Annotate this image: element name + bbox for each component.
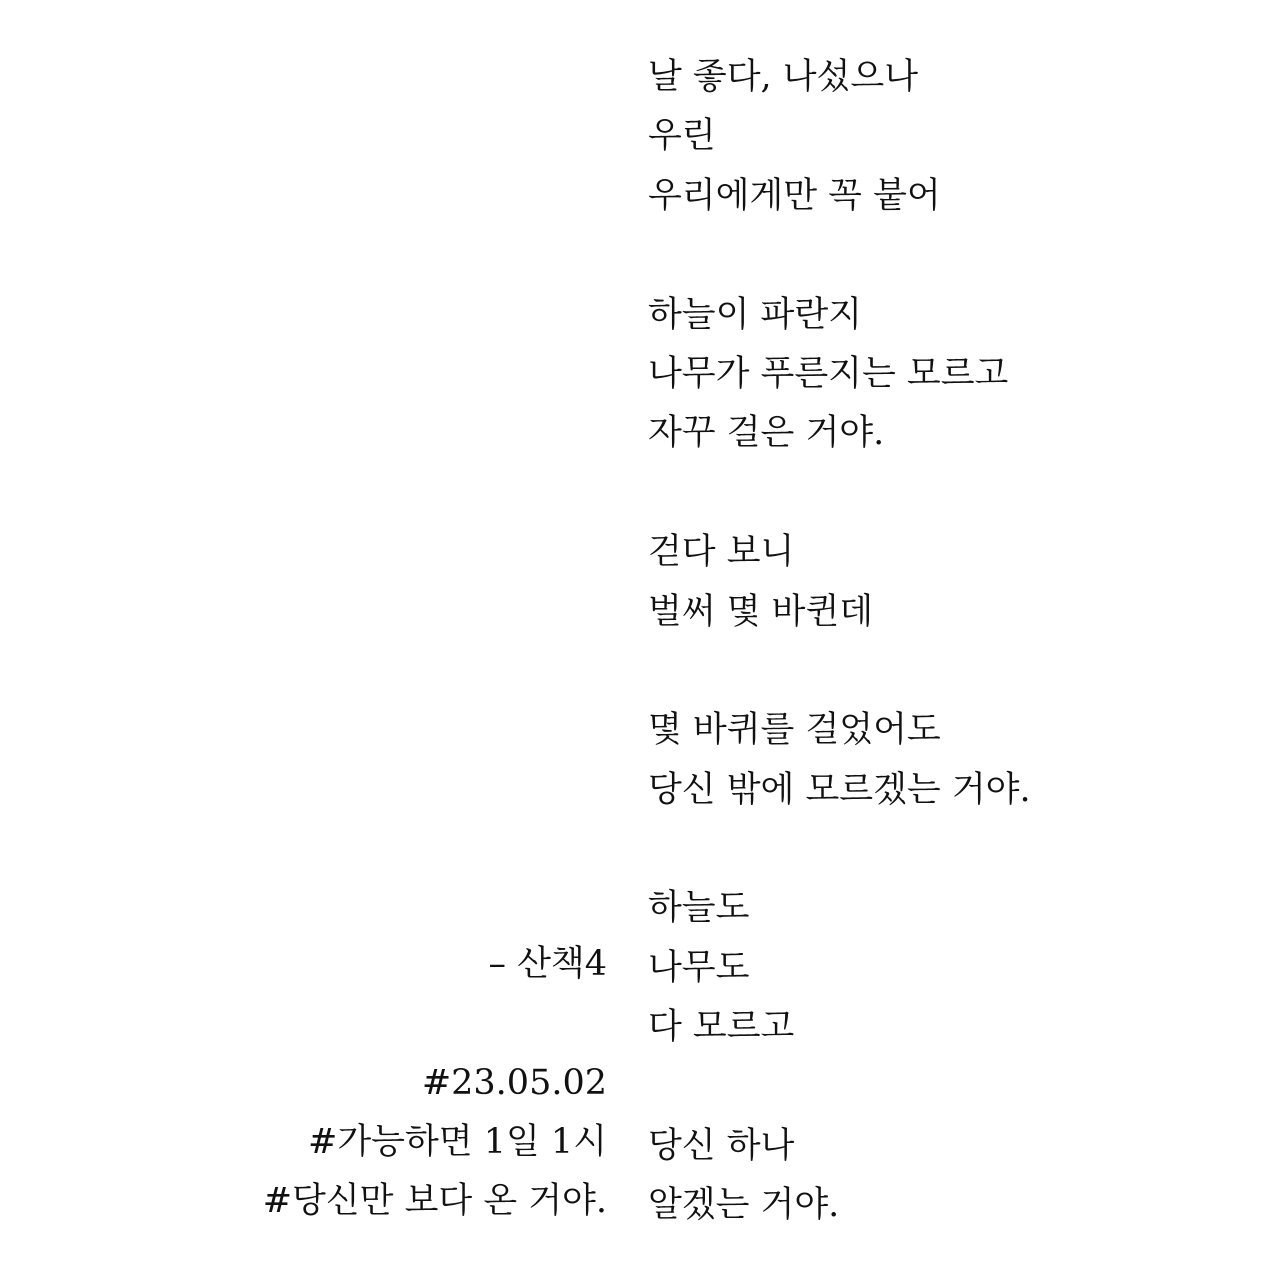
poem-blank-line — [648, 642, 1248, 701]
poem-line: 당신 하나 — [648, 1126, 795, 1167]
poem-line: 몇 바퀴를 걸었어도 — [648, 710, 941, 751]
poem-line: 걷다 보니 — [648, 532, 795, 573]
poem-line: 당신 밖에 모르겠는 거야. — [648, 769, 1031, 810]
poem-blank-line — [648, 1058, 1248, 1117]
poem-line: 알겠는 거야. — [648, 1185, 840, 1226]
poem-line: 하늘이 파란지 — [648, 294, 862, 335]
poem-body — [648, 48, 1248, 1236]
poem-date-tag: #23.05.02 — [421, 1063, 607, 1103]
poem-title: – 산책4 — [488, 944, 607, 984]
poem-hashtag: #가능하면 1일 1시 — [308, 1122, 607, 1162]
poem-line: 우린 — [648, 116, 716, 157]
poem-blank-line — [648, 464, 1248, 523]
poem-line: 나무도 — [648, 947, 750, 988]
poem-hashtag: #당신만 보다 온 거야. — [262, 1181, 607, 1221]
poem-line: 벌써 몇 바퀸데 — [648, 591, 874, 632]
poem-line: 다 모르고 — [648, 1007, 795, 1048]
poem-line: 날 좋다, 나섰으나 — [648, 57, 919, 97]
poem-line: 자꾸 걸은 거야. — [648, 413, 885, 454]
poem-blank-line — [648, 820, 1248, 879]
poem-blank-line — [648, 226, 1248, 285]
poem-line: 나무가 푸른지는 모르고 — [648, 353, 1009, 394]
poem-line: 하늘도 — [648, 888, 750, 929]
poem-line: 우리에게만 꼭 붙어 — [648, 175, 941, 216]
